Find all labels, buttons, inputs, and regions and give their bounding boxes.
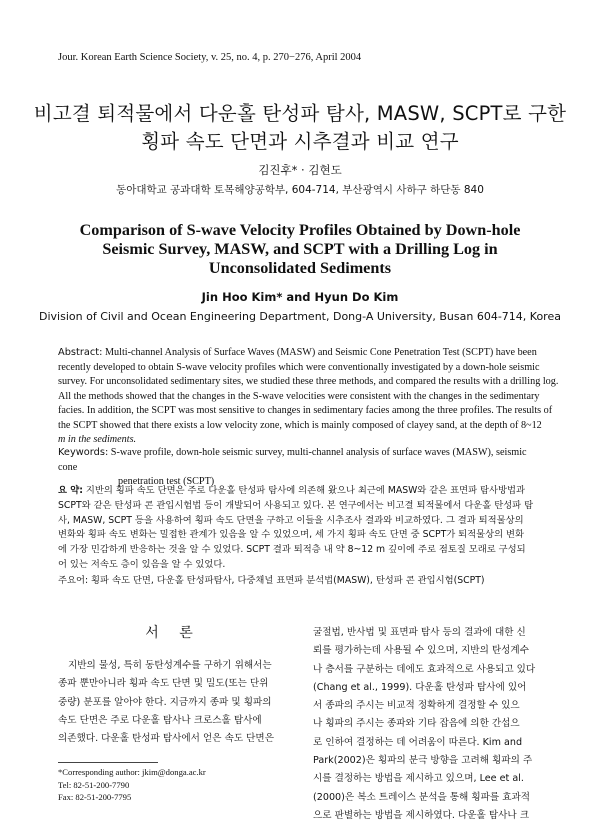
korean-abstract-line: SCPT와 같은 탄성파 콘 관입시험법 등이 개발되어 사용되고 있다. 본 연구에서는 비고결 퇴적물에서 다운홀 탄성파 탐: [58, 499, 534, 511]
korean-keywords-text: 횡파 속도 단면, 다운홀 탄성파탐사, 다중채널 표면파 분석법(MASW), 탄성파 콘 관입시험(SCPT): [91, 575, 485, 586]
korean-title-line-1: 비고결 퇴적물에서 다운홀 탄성파 탐사, MASW, SCPT로 구한: [33, 102, 567, 125]
english-authors: Jin Hoo Kim* and Hyun Do Kim: [201, 290, 399, 304]
body-line: 뢰를 평가하는데 사용될 수 있으며, 지반의 탄성계수: [313, 645, 529, 657]
body-line: 나 횡파의 주시는 종파와 기타 잡음에 의한 간섭으: [313, 718, 520, 730]
body-line: (2000)은 복소 트레이스 분석을 통해 횡파를 효과적: [313, 791, 531, 803]
korean-abstract-line: 변화와 횡파 속도 변화는 밀접한 관계가 있음을 알 수 있었으며, 세 가지 횡파 속도 단면 중 SCPT가 퇴적물상의 변화: [58, 529, 525, 541]
korean-abstract-line: 에 가장 민감하게 반응하는 것을 알 수 있었다. SCPT 결과 퇴적층 내 약 8~12 m 깊이에 주로 점토질 모래로 구성되: [58, 544, 526, 556]
korean-keywords: [58, 574, 548, 588]
english-title-line-1: Comparison of S-wave Velocity Profiles Obtained by Down-hole: [79, 221, 521, 239]
journal-citation: Jour. Korean Earth Science Society, v. 25, no. 4, p. 270−276, April 2004: [58, 52, 362, 63]
keywords-line-2: penetration test (SCPT): [118, 476, 215, 487]
abstract-line: m in the sediments.: [58, 434, 137, 445]
body-line: 중량) 분포를 알아야 한다. 지금까지 종파 및 횡파의: [58, 696, 272, 708]
body-line: 시를 결정하는 방법을 제시하고 있으며, Lee et al.: [313, 773, 524, 785]
abstract-line: the SCPT showed that there exists a low velocity zone, which is mainly composed of clayey sand, at the depth of 8~12: [58, 419, 542, 431]
abstract-line: facies. In addition, the SCPT was most sensitive to changes in sedimentary facies among the three profiles. The results of: [58, 405, 553, 416]
abstract-label: Abstract:: [58, 347, 103, 358]
keywords-label: Keywords:: [58, 447, 109, 458]
body-line: 서 종파의 주시는 비교적 정확하게 결정할 수 있으: [313, 700, 520, 712]
english-affiliation: Division of Civil and Ocean Engineering Department, Dong-A University, Busan 604-714, Korea: [39, 310, 561, 323]
abstract-line: All the methods showed that the changes in the S-wave velocities were consistent with the changes in the sedimentary: [58, 390, 540, 402]
body-line: 나 층서를 구분하는 데에도 효과적으로 사용되고 있다: [313, 663, 536, 675]
korean-authors: 김진후* · 김현도: [258, 163, 342, 177]
body-line: Park(2002)은 횡파의 분극 방향을 고려해 횡파의 주: [313, 755, 533, 767]
telephone: Tel: 82-51-200-7790: [58, 779, 130, 790]
korean-abstract-line: 요 약: 지반의 횡파 속도 단면은 주로 다운홀 탄성파 탐사에 의존해 왔으나 최근에 MASW와 같은 표면파 탐사방법과: [58, 485, 525, 496]
body-line: 지반의 물성, 특히 동탄성계수를 구하기 위해서는: [68, 660, 272, 671]
body-line: 로 인하여 결정하는 데 어려움이 따른다. Kim and: [313, 736, 523, 748]
body-line: 굴절법, 반사법 및 표면파 탐사 등의 결과에 대한 신: [313, 627, 526, 638]
korean-keywords-label: 주요어:: [58, 575, 89, 586]
korean-abstract-line: 어 있는 저속도 층이 있음을 알 수 있었다.: [58, 558, 226, 570]
corresponding-author: *Corresponding author: jkim@donga.ac.kr: [58, 767, 206, 777]
body-line: 으로 판별하는 방법을 제시하였다. 다운홀 탐사나 크: [313, 809, 529, 821]
body-line: 속도 단면은 주로 다운홀 탐사나 크로스홀 탐사에: [58, 714, 262, 726]
body-column-left: [58, 657, 293, 748]
body-column-right: [313, 624, 548, 825]
footnotes: [58, 766, 206, 804]
footnote-divider: [58, 762, 158, 763]
abstract-line: Abstract: Multi-channel Analysis of Surface Waves (MASW) and Seismic Cone Penetration Test (SCPT) have been: [58, 347, 537, 358]
body-line: (Chang et al., 1999). 다운홀 탄성파 탐사에 있어: [313, 681, 527, 693]
keywords-line-1: S-wave profile, down-hole seismic survey, multi-channel analysis of surface waves (MASW), seismic cone: [58, 447, 527, 473]
abstract-line: recently developed to obtain S-wave velocity profiles which were conventionally investigated by a down-hole seismic: [58, 361, 540, 373]
korean-affiliation: 동아대학교 공과대학 토목해양공학부, 604-714, 부산광역시 사하구 하단동 840: [116, 184, 484, 196]
section-heading-introduction: 서 론: [145, 625, 201, 641]
english-abstract: [58, 346, 559, 448]
korean-title-line-2: 횡파 속도 단면과 시추결과 비교 연구: [141, 130, 459, 153]
korean-abstract-label: 요 약:: [58, 485, 83, 496]
korean-abstract: [58, 484, 548, 573]
abstract-line: survey. For unconsolidated sedimentary sites, we studied these three methods, and compared the results with a drilling log.: [58, 376, 559, 387]
fax: Fax: 82-51-200-7795: [58, 792, 132, 802]
korean-abstract-line: 사, MASW, SCPT 등을 사용하여 횡파 속도 단면을 구하고 이들을 시추조사 결과와 비교하였다. 그 결과 퇴적물상의: [58, 514, 524, 526]
english-keywords: [58, 446, 543, 490]
body-line: 종파 뿐만아니라 횡파 속도 단면 및 밀도(또는 단위: [58, 678, 269, 690]
body-line: 의존했다. 다운홀 탄성파 탐사에서 얻은 속도 단면은: [58, 733, 274, 745]
english-title-line-3: Unconsolidated Sediments: [208, 259, 392, 277]
english-title-line-2: Seismic Survey, MASW, and SCPT with a Drilling Log in: [102, 240, 498, 258]
